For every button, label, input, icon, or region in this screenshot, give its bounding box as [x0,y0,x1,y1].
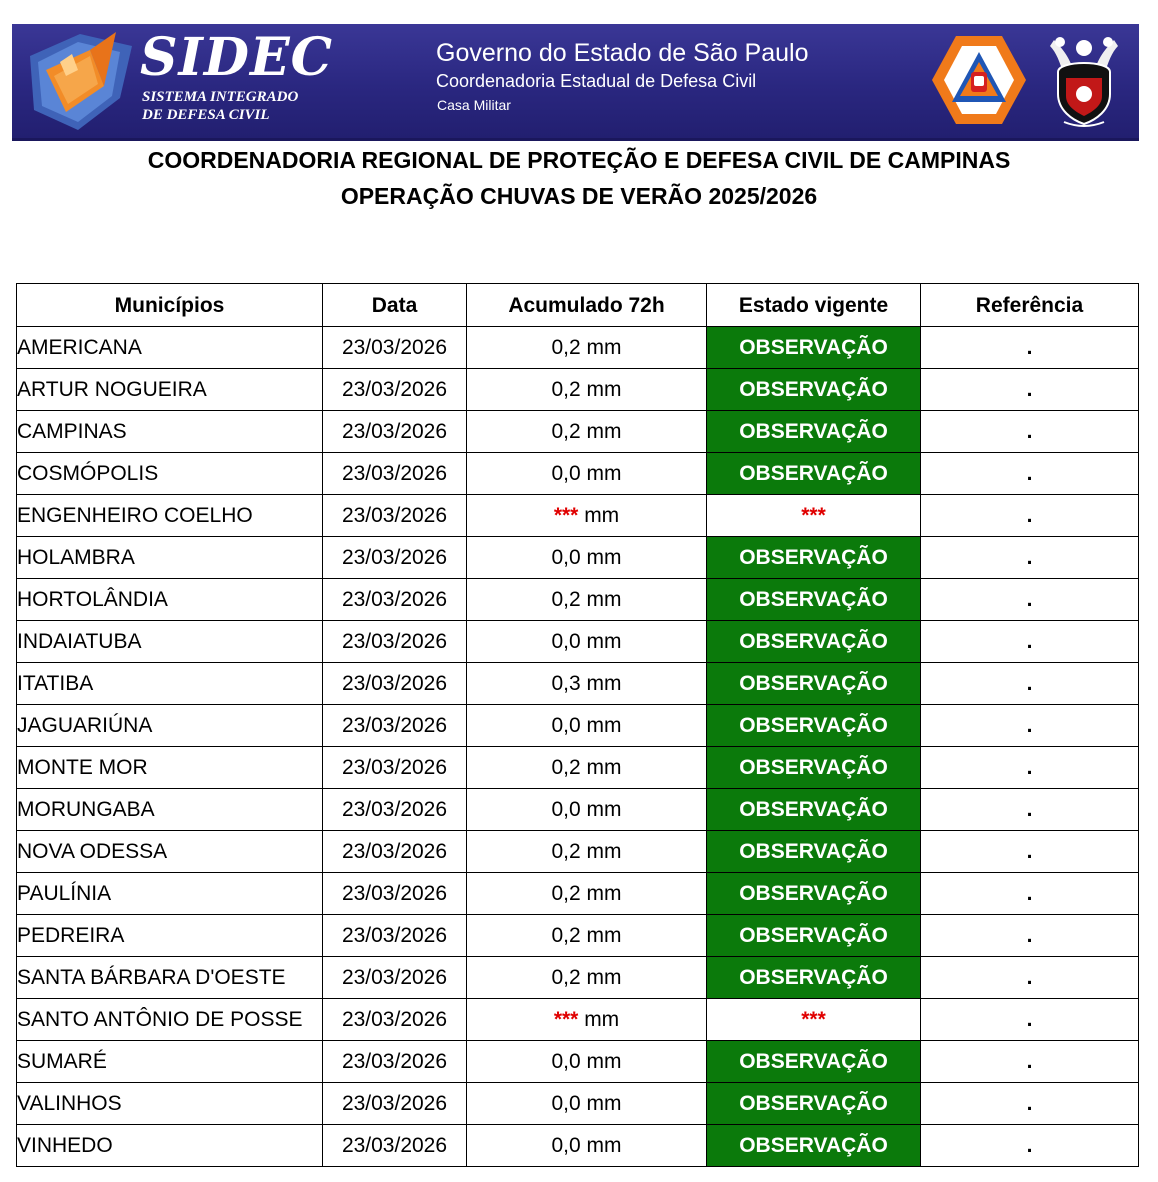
cell-municipio: COSMÓPOLIS [17,453,323,495]
cell-acumulado [467,999,707,1041]
cell-data: 23/03/2026 [323,411,467,453]
cell-data: 23/03/2026 [323,579,467,621]
table-row [17,747,1139,789]
cell-estado: OBSERVAÇÃO [707,411,921,453]
table-row [17,1125,1139,1167]
cell-estado: OBSERVAÇÃO [707,747,921,789]
cell-referencia: . [921,663,1139,705]
cell-municipio: MORUNGABA [17,789,323,831]
cell-data: 23/03/2026 [323,705,467,747]
sidec-logo-icon [20,26,138,136]
cell-municipio: ARTUR NOGUEIRA [17,369,323,411]
cell-data: 23/03/2026 [323,1125,467,1167]
military-house-emblem-icon [1044,32,1124,128]
cell-acumulado: 0,0 mm [467,453,707,495]
cell-data: 23/03/2026 [323,369,467,411]
cell-estado: OBSERVAÇÃO [707,453,921,495]
brand-subtitle-line-1: SISTEMA INTEGRADO [142,89,299,105]
cell-estado: OBSERVAÇÃO [707,957,921,999]
cell-estado: OBSERVAÇÃO [707,1125,921,1167]
table-row [17,369,1139,411]
cell-acumulado: 0,2 mm [467,873,707,915]
cell-municipio: CAMPINAS [17,411,323,453]
cell-acumulado: 0,2 mm [467,831,707,873]
cell-municipio: ENGENHEIRO COELHO [17,495,323,537]
cell-data: 23/03/2026 [323,621,467,663]
cell-referencia: . [921,1083,1139,1125]
government-title: Governo do Estado de São Paulo [436,39,809,67]
cell-referencia: . [921,957,1139,999]
table-row [17,789,1139,831]
cell-referencia: . [921,915,1139,957]
cell-data: 23/03/2026 [323,1041,467,1083]
cell-data: 23/03/2026 [323,327,467,369]
cell-municipio: HORTOLÂNDIA [17,579,323,621]
cell-estado: OBSERVAÇÃO [707,831,921,873]
cell-acumulado: 0,0 mm [467,621,707,663]
civil-defense-emblem-icon [930,32,1028,128]
column-header-acumulado: Acumulado 72h [467,284,707,327]
table-row [17,873,1139,915]
page-title-regional: COORDENADORIA REGIONAL DE PROTEÇÃO E DEFESA CIVIL DE CAMPINAS [147,147,1011,173]
column-header-municipios: Municípios [17,284,323,327]
cell-estado: OBSERVAÇÃO [707,369,921,411]
cell-estado: OBSERVAÇÃO [707,873,921,915]
cell-referencia: . [921,873,1139,915]
cell-data: 23/03/2026 [323,495,467,537]
column-header-data: Data [323,284,467,327]
cell-acumulado: 0,2 mm [467,411,707,453]
cell-data: 23/03/2026 [323,663,467,705]
page-title-operation: OPERAÇÃO CHUVAS DE VERÃO 2025/2026 [340,183,818,209]
unit-label: mm [584,504,620,527]
cell-referencia: . [921,1125,1139,1167]
cell-municipio: AMERICANA [17,327,323,369]
cell-referencia: . [921,1041,1139,1083]
cell-data: 23/03/2026 [323,537,467,579]
cell-data: 23/03/2026 [323,747,467,789]
cell-referencia: . [921,411,1139,453]
cell-data: 23/03/2026 [323,999,467,1041]
cell-referencia: . [921,579,1139,621]
cell-municipio: SANTO ANTÔNIO DE POSSE [17,999,323,1041]
cell-municipio: PEDREIRA [17,915,323,957]
cell-estado: OBSERVAÇÃO [707,705,921,747]
table-row [17,327,1139,369]
cell-estado [707,999,921,1041]
missing-value-marker: *** [553,504,579,527]
cell-acumulado: 0,0 mm [467,1125,707,1167]
cell-referencia: . [921,537,1139,579]
coordination-title: Coordenadoria Estadual de Defesa Civil [436,71,757,91]
cell-municipio: SANTA BÁRBARA D'OESTE [17,957,323,999]
cell-acumulado: 0,2 mm [467,369,707,411]
cell-acumulado: 0,2 mm [467,915,707,957]
cell-municipio: SUMARÉ [17,1041,323,1083]
brand-name: SIDEC [140,27,333,88]
table-row [17,663,1139,705]
cell-acumulado [467,495,707,537]
column-header-referencia: Referência [921,284,1139,327]
cell-acumulado: 0,2 mm [467,747,707,789]
cell-data: 23/03/2026 [323,789,467,831]
cell-acumulado: 0,0 mm [467,789,707,831]
missing-status-marker: *** [801,1008,826,1031]
cell-municipio: HOLAMBRA [17,537,323,579]
cell-municipio: PAULÍNIA [17,873,323,915]
cell-referencia: . [921,705,1139,747]
table-row [17,1041,1139,1083]
header-banner [12,24,1139,141]
table-row [17,705,1139,747]
cell-acumulado: 0,0 mm [467,537,707,579]
cell-estado: OBSERVAÇÃO [707,1083,921,1125]
cell-referencia: . [921,831,1139,873]
cell-municipio: NOVA ODESSA [17,831,323,873]
cell-referencia: . [921,789,1139,831]
cell-estado: OBSERVAÇÃO [707,537,921,579]
cell-referencia: . [921,327,1139,369]
cell-estado: OBSERVAÇÃO [707,621,921,663]
cell-data: 23/03/2026 [323,1083,467,1125]
missing-status-marker: *** [801,504,826,527]
cell-data: 23/03/2026 [323,957,467,999]
table-header-row [17,284,1139,327]
cell-estado [707,495,921,537]
brand-subtitle-line-2: DE DEFESA CIVIL [142,107,270,123]
cell-municipio: MONTE MOR [17,747,323,789]
cell-referencia: . [921,747,1139,789]
table-row [17,957,1139,999]
cell-acumulado: 0,2 mm [467,957,707,999]
cell-estado: OBSERVAÇÃO [707,663,921,705]
cell-data: 23/03/2026 [323,453,467,495]
cell-acumulado: 0,2 mm [467,327,707,369]
cell-estado: OBSERVAÇÃO [707,579,921,621]
cell-municipio: VINHEDO [17,1125,323,1167]
column-header-estado: Estado vigente [707,284,921,327]
cell-referencia: . [921,621,1139,663]
table-row [17,621,1139,663]
cell-data: 23/03/2026 [323,873,467,915]
cell-referencia: . [921,495,1139,537]
cell-estado: OBSERVAÇÃO [707,915,921,957]
cell-acumulado: 0,2 mm [467,579,707,621]
cell-referencia: . [921,369,1139,411]
rainfall-status-table [16,283,1139,1167]
cell-municipio: ITATIBA [17,663,323,705]
table-row [17,411,1139,453]
cell-referencia: . [921,453,1139,495]
cell-data: 23/03/2026 [323,915,467,957]
table-row [17,453,1139,495]
house-title: Casa Militar [437,97,511,113]
table-row [17,999,1139,1041]
missing-value-marker: *** [553,1008,579,1031]
table-row [17,495,1139,537]
cell-municipio: JAGUARIÚNA [17,705,323,747]
cell-estado: OBSERVAÇÃO [707,789,921,831]
cell-estado: OBSERVAÇÃO [707,1041,921,1083]
table-row [17,537,1139,579]
table-row [17,579,1139,621]
cell-acumulado: 0,0 mm [467,1041,707,1083]
cell-data: 23/03/2026 [323,831,467,873]
unit-label: mm [584,1008,620,1031]
table-row [17,1083,1139,1125]
cell-referencia: . [921,999,1139,1041]
brand-subtitle [142,88,342,124]
cell-estado: OBSERVAÇÃO [707,327,921,369]
table-row [17,831,1139,873]
cell-acumulado: 0,0 mm [467,1083,707,1125]
cell-acumulado: 0,0 mm [467,705,707,747]
cell-acumulado: 0,3 mm [467,663,707,705]
cell-municipio: INDAIATUBA [17,621,323,663]
cell-municipio: VALINHOS [17,1083,323,1125]
table-row [17,915,1139,957]
